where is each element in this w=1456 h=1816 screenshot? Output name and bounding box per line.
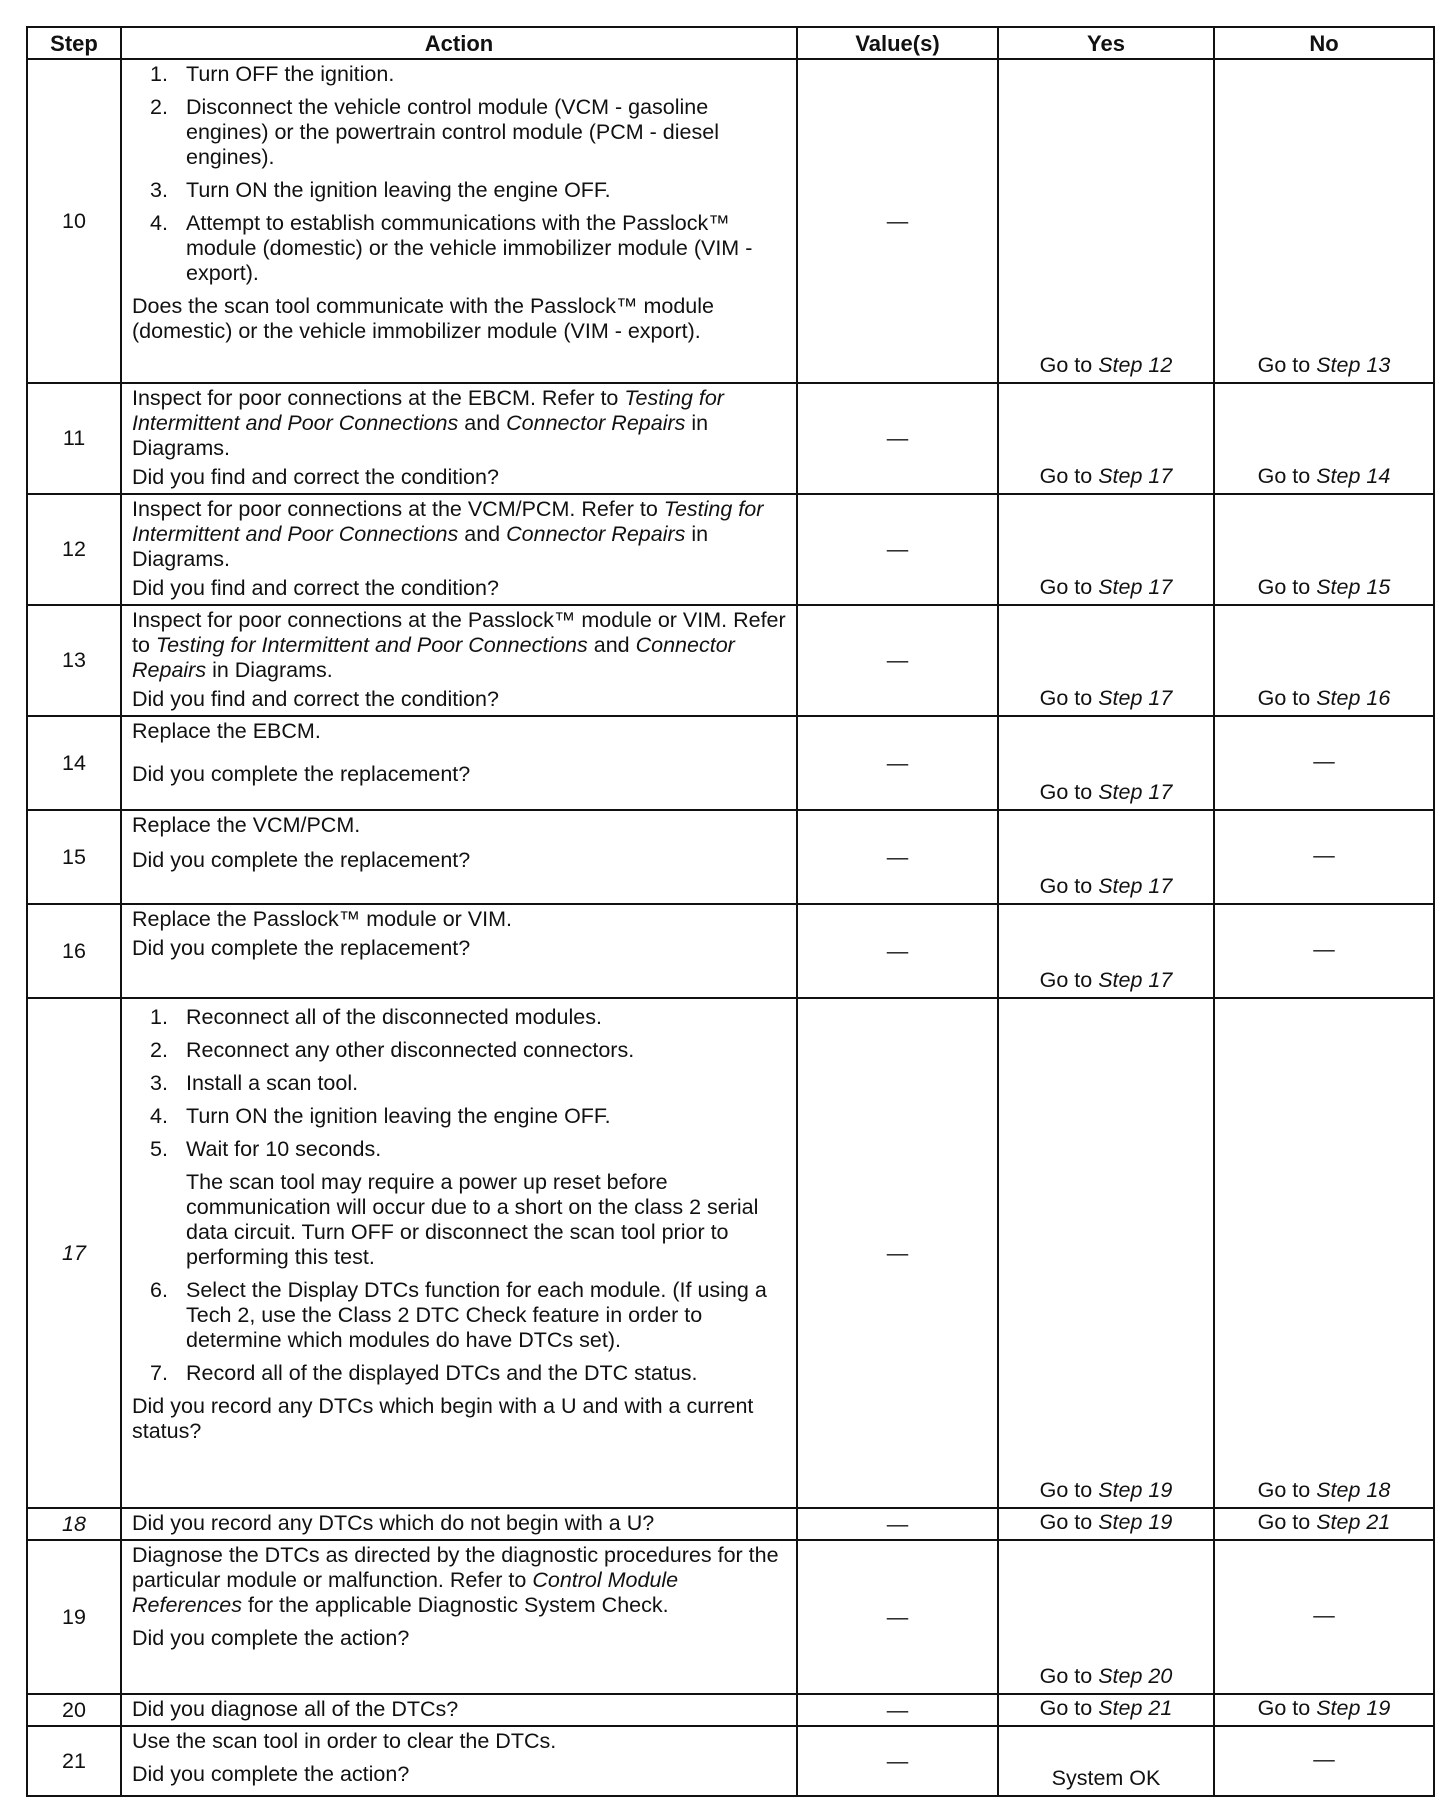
action-text: Replace the Passlock™ module or VIM. [132,907,512,931]
action-question: Did you record any DTCs which do not begin with a U? [132,1511,655,1535]
action-cell [121,1726,797,1796]
reference-link: Testing for Intermittent and Poor Connections [132,386,724,435]
yes-cell: Go to Step 17 [998,904,1214,998]
no-cell: — [1214,810,1434,904]
yes-cell: Go to Step 12 [998,59,1214,383]
list-item: 5. Wait for 10 seconds. [150,1137,382,1161]
yes-cell: Go to Step 17 [998,383,1214,494]
yes-cell: Go to Step 20 [998,1540,1214,1694]
step-number: 11 [27,383,121,494]
step-number: 10 [27,59,121,383]
reference-link: Connector Repairs [506,411,686,435]
action-question: Did you diagnose all of the DTCs? [132,1697,459,1721]
action-question: Did you complete the replacement? [132,848,471,872]
list-item: 2. Reconnect any other disconnected connectors. [150,1038,635,1062]
reference-link: Testing for Intermittent and Poor Connections [155,633,588,657]
table-row-step-21 [27,1726,1434,1796]
header-row [27,27,1434,59]
no-cell: Go to Step 19 [1214,1694,1434,1726]
reference-link: Connector Repairs [132,633,735,682]
action-cell [121,1508,797,1540]
action-question: Did you record any DTCs which begin with a U and with a current status? [132,1394,754,1443]
step-number: 16 [27,904,121,998]
action-question: Did you complete the replacement? [132,936,471,960]
action-text: Replace the VCM/PCM. [132,813,361,837]
note-text: The scan tool may require a power up reset before communication will occur due to a short on the class 2 serial data circuit. Turn OFF or disconnect the scan tool prior to performing this test. [186,1170,759,1269]
value-cell: — [797,605,998,716]
header-step: Step [27,27,121,59]
action-text: Diagnose the DTCs as directed by the diagnostic procedures for the particular module or malfunction. Refer to Control Module References for the applicable Diagnostic System Check. [132,1543,779,1617]
yes-cell: Go to Step 17 [998,716,1214,810]
value-cell: — [797,494,998,605]
table-row-step-14 [27,716,1434,810]
value-cell: — [797,1508,998,1540]
step-number: 17 [27,998,121,1508]
numbered-list [132,1278,786,1386]
value-cell: — [797,59,998,383]
no-cell: Go to Step 13 [1214,59,1434,383]
reference-link: Connector Repairs [506,522,686,546]
reference-link: Control Module References [132,1568,679,1617]
action-question: Did you complete the action? [132,1626,410,1650]
step-number: 14 [27,716,121,810]
no-cell: — [1214,716,1434,810]
step-number: 19 [27,1540,121,1694]
action-cell [121,904,797,998]
value-cell: — [797,1726,998,1796]
action-cell [121,810,797,904]
step-number: 21 [27,1726,121,1796]
action-cell [121,605,797,716]
action-cell [121,998,797,1508]
list-item: 3. Install a scan tool. [150,1071,359,1095]
action-text: Inspect for poor connections at the EBCM. Refer to Testing for Intermittent and Poor Connections and Connector Repairs in Diagrams. [132,386,724,460]
yes-cell: Go to Step 17 [998,810,1214,904]
list-item: 1. Reconnect all of the disconnected modules. [150,1005,602,1029]
header-values: Value(s) [797,27,998,59]
action-question: Did you complete the action? [132,1762,410,1786]
action-text: Replace the EBCM. [132,719,321,743]
yes-cell: Go to Step 19 [998,998,1214,1508]
value-cell: — [797,998,998,1508]
action-question: Did you find and correct the condition? [132,687,499,711]
no-cell: Go to Step 21 [1214,1508,1434,1540]
list-item: 2. Disconnect the vehicle control module (VCM - gasoline engines) or the powertrain control module (PCM - diesel engines). [150,95,719,169]
table-row-step-18 [27,1508,1434,1540]
value-cell: — [797,383,998,494]
table-row-step-19 [27,1540,1434,1694]
yes-cell: Go to Step 17 [998,605,1214,716]
list-item: 4. Turn ON the ignition leaving the engine OFF. [150,1104,611,1128]
no-cell: — [1214,904,1434,998]
step-number: 15 [27,810,121,904]
action-question: Did you complete the replacement? [132,762,471,786]
table-row-step-10 [27,59,1434,383]
action-text: Use the scan tool in order to clear the DTCs. [132,1729,557,1753]
list-item: 3. Turn ON the ignition leaving the engine OFF. [150,178,611,202]
action-cell [121,494,797,605]
action-cell [121,1694,797,1726]
value-cell: — [797,716,998,810]
table-row-step-20 [27,1694,1434,1726]
value-cell: — [797,904,998,998]
value-cell: — [797,1694,998,1726]
yes-cell: System OK [998,1726,1214,1796]
diagnostic-table-page [26,26,1433,1797]
header-no: No [1214,27,1434,59]
yes-cell: Go to Step 17 [998,494,1214,605]
action-question: Did you find and correct the condition? [132,465,499,489]
numbered-list [132,62,786,286]
list-item: 4. Attempt to establish communications with the Passlock™ module (domestic) or the vehicle immobilizer module (VIM - export). [150,211,753,285]
step-number: 13 [27,605,121,716]
no-cell: Go to Step 18 [1214,998,1434,1508]
action-text: Inspect for poor connections at the VCM/PCM. Refer to Testing for Intermittent and Poor Connections and Connector Repairs in Diagrams. [132,497,764,571]
no-cell: — [1214,1726,1434,1796]
reference-link: Testing for Intermittent and Poor Connections [132,497,764,546]
value-cell: — [797,810,998,904]
action-cell [121,59,797,383]
yes-cell: Go to Step 19 [998,1508,1214,1540]
no-cell: Go to Step 14 [1214,383,1434,494]
list-item: 7. Record all of the displayed DTCs and the DTC status. [150,1361,698,1385]
yes-cell: Go to Step 21 [998,1694,1214,1726]
step-number: 20 [27,1694,121,1726]
action-text: Inspect for poor connections at the Passlock™ module or VIM. Refer to Testing for Intermittent and Poor Connections and Connector Repairs in Diagrams. [132,608,786,682]
action-cell [121,716,797,810]
list-item: 6. Select the Display DTCs function for each module. (If using a Tech 2, use the Class 2 DTC Check feature in order to determine which modules do have DTCs set). [150,1278,767,1352]
step-number: 12 [27,494,121,605]
action-cell [121,1540,797,1694]
list-item: 1. Turn OFF the ignition. [150,62,395,86]
header-action: Action [121,27,797,59]
action-question: Does the scan tool communicate with the Passlock™ module (domestic) or the vehicle immobilizer module (VIM - export). [132,294,714,343]
diagnostic-table [26,26,1435,1797]
action-cell [121,383,797,494]
table-row-step-17 [27,998,1434,1508]
action-question: Did you find and correct the condition? [132,576,499,600]
header-yes: Yes [998,27,1214,59]
table-row-step-12 [27,494,1434,605]
no-cell: Go to Step 15 [1214,494,1434,605]
table-row-step-15 [27,810,1434,904]
no-cell: — [1214,1540,1434,1694]
no-cell: Go to Step 16 [1214,605,1434,716]
value-cell: — [797,1540,998,1694]
numbered-list [132,1005,786,1162]
table-row-step-13 [27,605,1434,716]
table-row-step-16 [27,904,1434,998]
table-row-step-11 [27,383,1434,494]
step-number: 18 [27,1508,121,1540]
